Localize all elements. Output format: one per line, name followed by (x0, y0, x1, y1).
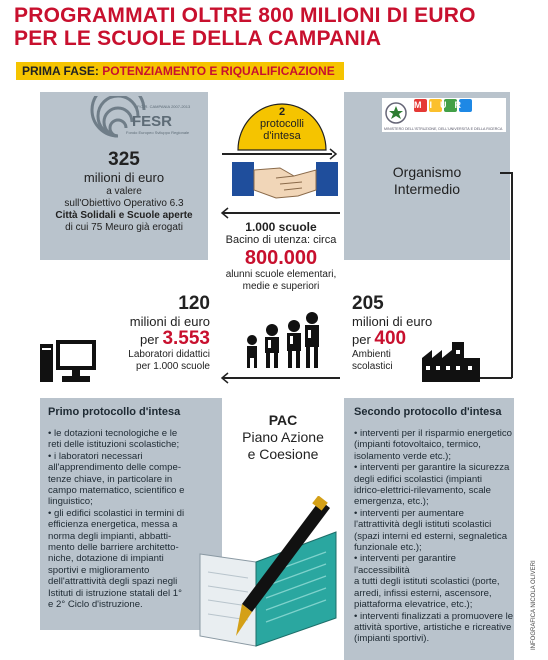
arrow-left (222, 212, 340, 214)
fesr-unit: milioni di euro (83, 170, 165, 185)
book-pen-icon (196, 496, 346, 656)
left-amount: 120 (178, 293, 210, 314)
fesr-logo-text: FESR (132, 113, 173, 130)
left-per: per (140, 332, 159, 347)
schools-basin: Bacino di utenza: circa (225, 234, 337, 246)
phase-text: POTENZIAMENTO E RIQUALIFICAZIONE (102, 64, 335, 78)
connector-line (511, 172, 513, 378)
list-item: all'apprendimento delle compe- (48, 462, 182, 474)
fesr-line-4: di cui 75 Meuro già erogati (65, 222, 183, 233)
right-rooms: 400 (374, 328, 407, 349)
list-item: • interventi per garantire la sicurezza (354, 462, 510, 474)
list-item: (impianti fotovoltaico, termico, (354, 439, 481, 451)
fesr-amount: 325 (108, 149, 140, 170)
list-item: reti delle istituzioni scolastiche; (48, 439, 180, 451)
list-item: emergenza, etc.); (354, 496, 429, 508)
fesr-line-2: sull'Obiettivo Operativo 6.3 (64, 198, 184, 209)
list-item: • i laboratori necessari (48, 450, 143, 462)
second-protocol-list (354, 428, 514, 645)
list-item: (spazi interni ed esterni, segnaletica (354, 530, 508, 542)
phase-banner (16, 62, 344, 80)
arrow-left-head-icon (218, 207, 230, 219)
arrow-right (222, 153, 332, 155)
list-item: mento delle barriere architetto- (48, 542, 179, 554)
list-item: efficienza energetica, messa a (48, 519, 178, 531)
schools-count: 1.000 scuole (245, 220, 317, 234)
fesr-line-1: a valere (106, 186, 142, 197)
republic-emblem-icon (384, 100, 408, 126)
list-item: isolamento verde etc.); (354, 450, 452, 462)
org-line-1: Organismo (392, 164, 462, 180)
title-line-1: PROGRAMMATI OLTRE 800 MILIONI DI EURO (14, 4, 476, 27)
pac-title: PAC (268, 412, 298, 428)
list-item: (impianti sportivi). (354, 633, 430, 645)
protocols-line-1: protocolli (259, 118, 305, 130)
right-per: per (352, 332, 371, 347)
list-item: • interventi per garantire l'accessibilità (354, 553, 457, 576)
list-item: sportivi e miglioramento (48, 564, 150, 576)
schools-students: 800.000 (244, 247, 318, 269)
fesr-logo-caption: Fondo Europeo Sviluppo Regionale (126, 130, 190, 135)
phase-label: PRIMA FASE: (22, 64, 99, 78)
left-labs: 3.553 (162, 328, 210, 349)
right-desc-2: scolastici (352, 361, 393, 372)
fesr-line-3: Città Solidali e Scuole aperte (55, 210, 193, 221)
list-item: linguistico; (48, 496, 93, 508)
handshake-icon (232, 158, 338, 204)
miur-logo-caption: MINISTERO DELL'ISTRUZIONE, DELL'UNIVERSITÀ E DELLA RICERCA (384, 127, 503, 131)
list-item: • interventi per il risparmio energetico (354, 428, 512, 439)
org-line-2: Intermedio (393, 181, 461, 197)
list-item: arredi, infissi esterni, ascensore, (354, 587, 492, 599)
pac-line-2: e Coesione (247, 446, 319, 462)
connector-line (480, 377, 512, 379)
computer-icon (40, 338, 98, 386)
right-amount: 205 (352, 293, 384, 314)
page-title (14, 4, 534, 50)
right-desc-1: Ambienti (352, 349, 391, 360)
left-desc-1: Laboratori didattici (128, 349, 210, 360)
protocols-count: 2 (278, 106, 286, 118)
building-icon (422, 336, 480, 382)
second-protocol-heading: Secondo protocollo d'intesa (354, 406, 502, 418)
credit-text: INFOGRAFICA NICOLA OLIVERI (531, 560, 537, 650)
title-line-2: PER LE SCUOLE DELLA CAMPANIA (14, 27, 382, 50)
list-item: attività sportive, artistiche e ricreative (354, 621, 512, 633)
list-item: l'attrattività degli istituti scolastici (354, 519, 492, 531)
list-item: niche, dotazione di impianti (48, 553, 164, 565)
pac-line-1: Piano Azione (242, 429, 324, 445)
list-item: degli edifici scolastici (impianti (354, 473, 482, 485)
list-item: Istituti di istruzione statali del 1° (48, 587, 182, 599)
arrow-left-mid (222, 377, 340, 379)
left-desc-2: per 1.000 scuole (136, 361, 210, 372)
list-item: funzionale etc.); (354, 542, 422, 554)
first-protocol-heading: Primo protocollo d'intesa (48, 406, 181, 418)
fesr-logo-tiny: P.O.R. CAMPANIA 2007-2013 (137, 104, 191, 109)
miur-logo-text: MIUR (414, 100, 469, 110)
list-item: norma degli impianti, abbatti- (48, 530, 172, 542)
list-item: idrico-elettrici-rilevamento, scale (354, 485, 492, 497)
students-icon (238, 310, 324, 368)
list-item: a tutti degli istituti scolastici (porte, (354, 576, 500, 588)
protocols-line-2: d'intesa (263, 130, 301, 142)
list-item: • interventi per aumentare (354, 507, 465, 519)
list-item: dell'attrattività degli spazi negli (48, 576, 178, 588)
first-protocol-list (48, 428, 218, 611)
list-item: • le dotazioni tecnologiche e le (48, 428, 178, 439)
schools-desc-2: medie e superiori (242, 281, 320, 292)
left-unit: milioni di euro (129, 314, 210, 329)
schools-desc-1: alunni scuole elementari, (225, 269, 337, 280)
arrow-left-head-icon (218, 372, 230, 384)
list-item: campo matematico, scientifico e (48, 485, 185, 497)
list-item: • interventi finalizzati a promuovere le (354, 610, 514, 622)
list-item: e 2° Ciclo d'istruzione. (48, 599, 143, 611)
list-item: piattaforma elevatrice, etc.); (354, 599, 473, 611)
list-item: • gli edifici scolastici in termini di (48, 507, 185, 519)
list-item: tenze chiave, in particolare in (48, 473, 173, 485)
right-unit: milioni di euro (352, 314, 433, 329)
